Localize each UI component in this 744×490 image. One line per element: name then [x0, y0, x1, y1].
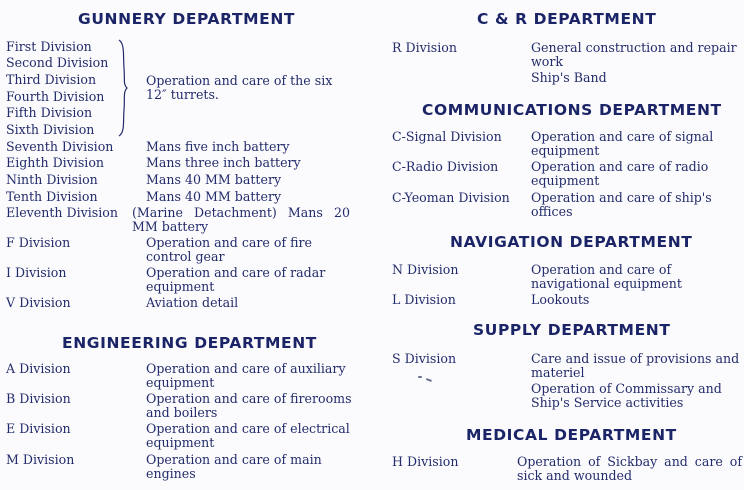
navigation-duty: Operation and care of navigational equipment — [531, 262, 682, 291]
gunnery-group-division: Fifth Division — [6, 105, 93, 120]
gunnery-division: I Division — [6, 265, 67, 280]
supply-duty: Care and issue of provisions and materiel — [531, 351, 740, 380]
engineering-division: E Division — [6, 421, 71, 436]
communications-duty: Operation and care of ship's offices — [531, 190, 712, 219]
gunnery-duty: Mans five inch battery — [146, 139, 290, 154]
curly-brace-icon — [113, 38, 133, 138]
gunnery-group-division: First Division — [6, 39, 92, 54]
engineering-heading: ENGINEERING DEPARTMENT — [62, 334, 317, 352]
supply-division: S Division — [392, 351, 457, 366]
gunnery-duty: Mans 40 MM battery — [146, 172, 282, 187]
gunnery-duty: Mans 40 MM battery — [146, 189, 282, 204]
engineering-duty: Operation and care of firerooms and boilers — [146, 391, 352, 420]
navigation-heading: NAVIGATION DEPARTMENT — [450, 233, 693, 251]
engineering-division: B Division — [6, 391, 71, 406]
gunnery-heading: GUNNERY DEPARTMENT — [78, 10, 296, 28]
communications-division: C-Radio Division — [392, 159, 499, 174]
paper-speck — [426, 378, 432, 381]
cr-duty-band: Ship's Band — [531, 70, 607, 85]
gunnery-division: V Division — [6, 295, 71, 310]
communications-duty: Operation and care of signal equipment — [531, 129, 714, 158]
communications-heading: COMMUNICATIONS DEPARTMENT — [422, 101, 722, 119]
cr-duty: General construction and repair work — [531, 40, 737, 69]
gunnery-group-division: Third Division — [6, 72, 97, 87]
engineering-division: A Division — [6, 361, 71, 376]
communications-duty: Operation and care of radio equipment — [531, 159, 709, 188]
gunnery-duty: Operation and care of radar equipment — [146, 265, 326, 294]
supply-duty-commissary: Operation of Commissary and Ship's Service activities — [531, 381, 722, 410]
gunnery-duty: (Marine Detachment) Mans 20 MM battery — [132, 205, 350, 234]
gunnery-group-division: Sixth Division — [6, 122, 95, 137]
cr-division: R Division — [392, 40, 457, 55]
communications-division: C-Yeoman Division — [392, 190, 510, 205]
navigation-duty: Lookouts — [531, 292, 590, 307]
engineering-division: M Division — [6, 452, 75, 467]
engineering-duty: Operation and care of auxiliary equipment — [146, 361, 346, 390]
gunnery-division: Eleventh Division — [6, 205, 118, 220]
gunnery-division: Ninth Division — [6, 172, 98, 187]
cr-heading: C & R DEPARTMENT — [477, 10, 657, 28]
gunnery-division: F Division — [6, 235, 71, 250]
gunnery-duty: Operation and care of fire control gear — [146, 235, 312, 264]
gunnery-group-division: Fourth Division — [6, 89, 105, 104]
gunnery-division: Eighth Division — [6, 155, 105, 170]
navigation-division: N Division — [392, 262, 459, 277]
engineering-duty: Operation and care of main engines — [146, 452, 322, 481]
gunnery-division: Seventh Division — [6, 139, 114, 154]
medical-division: H Division — [392, 454, 459, 469]
navigation-division: L Division — [392, 292, 456, 307]
supply-heading: SUPPLY DEPARTMENT — [473, 321, 671, 339]
gunnery-division: Tenth Division — [6, 189, 98, 204]
paper-speck — [418, 376, 422, 378]
engineering-duty: Operation and care of electrical equipment — [146, 421, 350, 450]
gunnery-duty: Mans three inch battery — [146, 155, 301, 170]
gunnery-duty: Aviation detail — [146, 295, 239, 310]
gunnery-group-duty: Operation and care of the six 12″ turrets. — [146, 73, 333, 102]
communications-division: C-Signal Division — [392, 129, 502, 144]
medical-duty: Operation of Sickbay and care of sick and wounded — [517, 454, 742, 483]
medical-heading: MEDICAL DEPARTMENT — [466, 426, 677, 444]
gunnery-group-division: Second Division — [6, 55, 109, 70]
